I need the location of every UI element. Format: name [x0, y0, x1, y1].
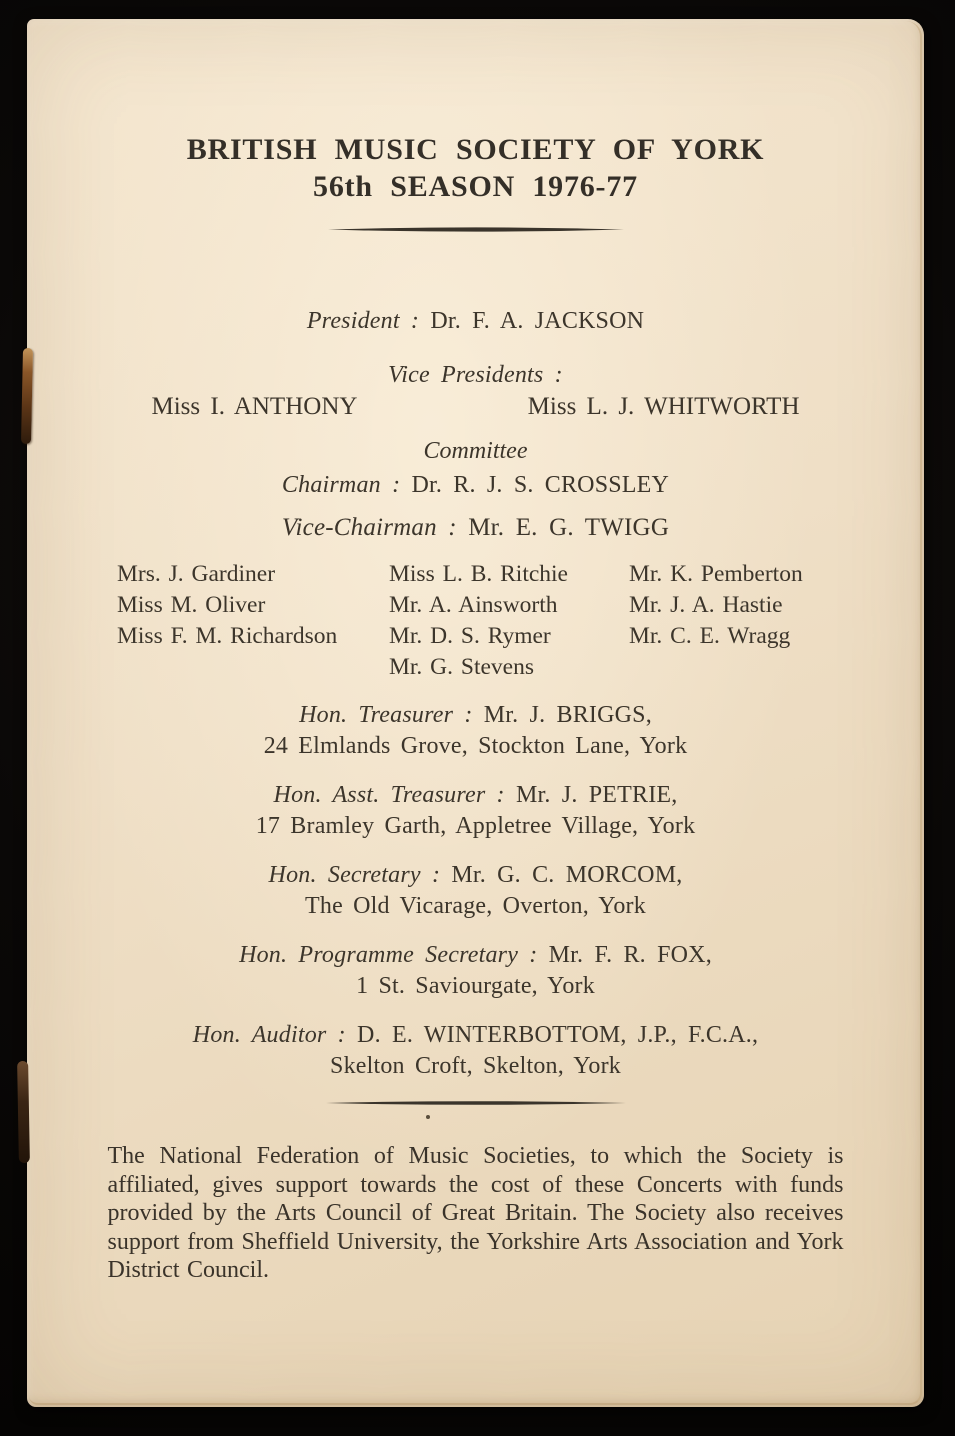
- post-holder-name: Mr. J. BRIGGS,: [483, 702, 652, 728]
- post-address: Skelton Croft, Skelton, York: [330, 1053, 621, 1079]
- post-heading-line: [27, 1020, 924, 1051]
- committee-members-grid: [27, 559, 924, 683]
- vice-president-right: Miss L. J. WHITWORTH: [527, 393, 800, 420]
- post-heading-line: [27, 860, 924, 891]
- staple-rust-mark-bottom: [17, 1061, 30, 1163]
- post-role-label: Hon. Secretary :: [268, 862, 441, 888]
- committee-member: Miss M. Oliver: [117, 592, 266, 618]
- officers-list: [27, 306, 924, 1285]
- committee-member: Mrs. J. Gardiner: [117, 561, 276, 587]
- post-holder-name: Mr. G. C. MORCOM,: [451, 862, 683, 888]
- post-heading-line: [27, 780, 924, 811]
- committee-member-empty: [629, 652, 924, 683]
- post-address: 1 St. Saviourgate, York: [356, 973, 595, 999]
- committee-member: Miss L. B. Ritchie: [389, 561, 568, 587]
- post-holder-name: D. E. WINTERBOTTOM, J.P., F.C.A.,: [357, 1022, 759, 1048]
- staple-rust-mark-top: [21, 348, 33, 444]
- committee-member: Mr. G. Stevens: [389, 654, 534, 680]
- post-hon-secretary: [27, 860, 924, 922]
- committee-member: Mr. C. E. Wragg: [629, 623, 791, 649]
- season-title: 56th SEASON 1976-77: [313, 170, 638, 203]
- post-address: The Old Vicarage, Overton, York: [305, 893, 646, 919]
- post-hon-treasurer: [27, 700, 924, 762]
- swelled-rule-bottom: [326, 1099, 626, 1107]
- post-role-label: Hon. Treasurer :: [299, 702, 473, 728]
- chairman-role-label: Chairman :: [281, 472, 401, 498]
- committee-member: Mr. J. A. Hastie: [629, 592, 783, 618]
- committee-member-empty: [117, 652, 389, 683]
- vice-president-left: Miss I. ANTHONY: [151, 393, 358, 420]
- society-title: BRITISH MUSIC SOCIETY OF YORK: [186, 133, 765, 166]
- programme-page: [27, 19, 924, 1407]
- vice-chairman-role-label: Vice-Chairman :: [281, 514, 457, 541]
- swelled-rule-top: [328, 225, 624, 234]
- post-heading-line: [27, 700, 924, 731]
- post-role-label: Hon. Auditor :: [192, 1022, 346, 1048]
- committee-member: Miss F. M. Richardson: [117, 623, 338, 649]
- post-hon-asst-treasurer: [27, 780, 924, 842]
- committee-member: Mr. K. Pemberton: [629, 561, 803, 587]
- vice-presidents-names: [152, 391, 800, 422]
- president-name: Dr. F. A. JACKSON: [430, 308, 645, 334]
- post-holder-name: Mr. J. PETRIE,: [515, 782, 678, 808]
- chairman-line: [27, 470, 924, 501]
- post-role-label: Hon. Asst. Treasurer :: [273, 782, 505, 808]
- vice-chairman-name: Mr. E. G. TWIGG: [468, 514, 670, 541]
- post-role-label: Hon. Programme Secretary :: [239, 942, 538, 968]
- vice-chairman-line: [27, 512, 924, 543]
- committee-heading: Committee: [423, 438, 528, 464]
- post-address: 17 Bramley Garth, Appletree Village, York: [255, 813, 696, 839]
- committee-member: Mr. A. Ainsworth: [389, 592, 558, 618]
- committee-member: Mr. D. S. Rymer: [389, 623, 551, 649]
- post-address: 24 Elmlands Grove, Stockton Lane, York: [263, 733, 688, 759]
- president-line: [27, 306, 924, 337]
- vice-presidents-role-label: Vice Presidents :: [388, 362, 563, 388]
- chairman-name: Dr. R. J. S. CROSSLEY: [411, 472, 670, 498]
- affiliation-note: The National Federation of Music Societies, to which the Society is affiliated, gives support towards the cost of these Concerts with funds provided by the Arts Council of Great Britain. The Society also receives support from Sheffield University, the Yorkshire Arts Association and York District Council.: [107, 1143, 844, 1284]
- vice-presidents-label: [27, 360, 924, 391]
- masthead: [27, 19, 924, 234]
- president-role-label: President :: [306, 308, 420, 334]
- ink-speck: [426, 1115, 430, 1119]
- post-hon-programme-secretary: [27, 940, 924, 1002]
- post-holder-name: Mr. F. R. FOX,: [548, 942, 712, 968]
- post-heading-line: [27, 940, 924, 971]
- post-hon-auditor: [27, 1020, 924, 1082]
